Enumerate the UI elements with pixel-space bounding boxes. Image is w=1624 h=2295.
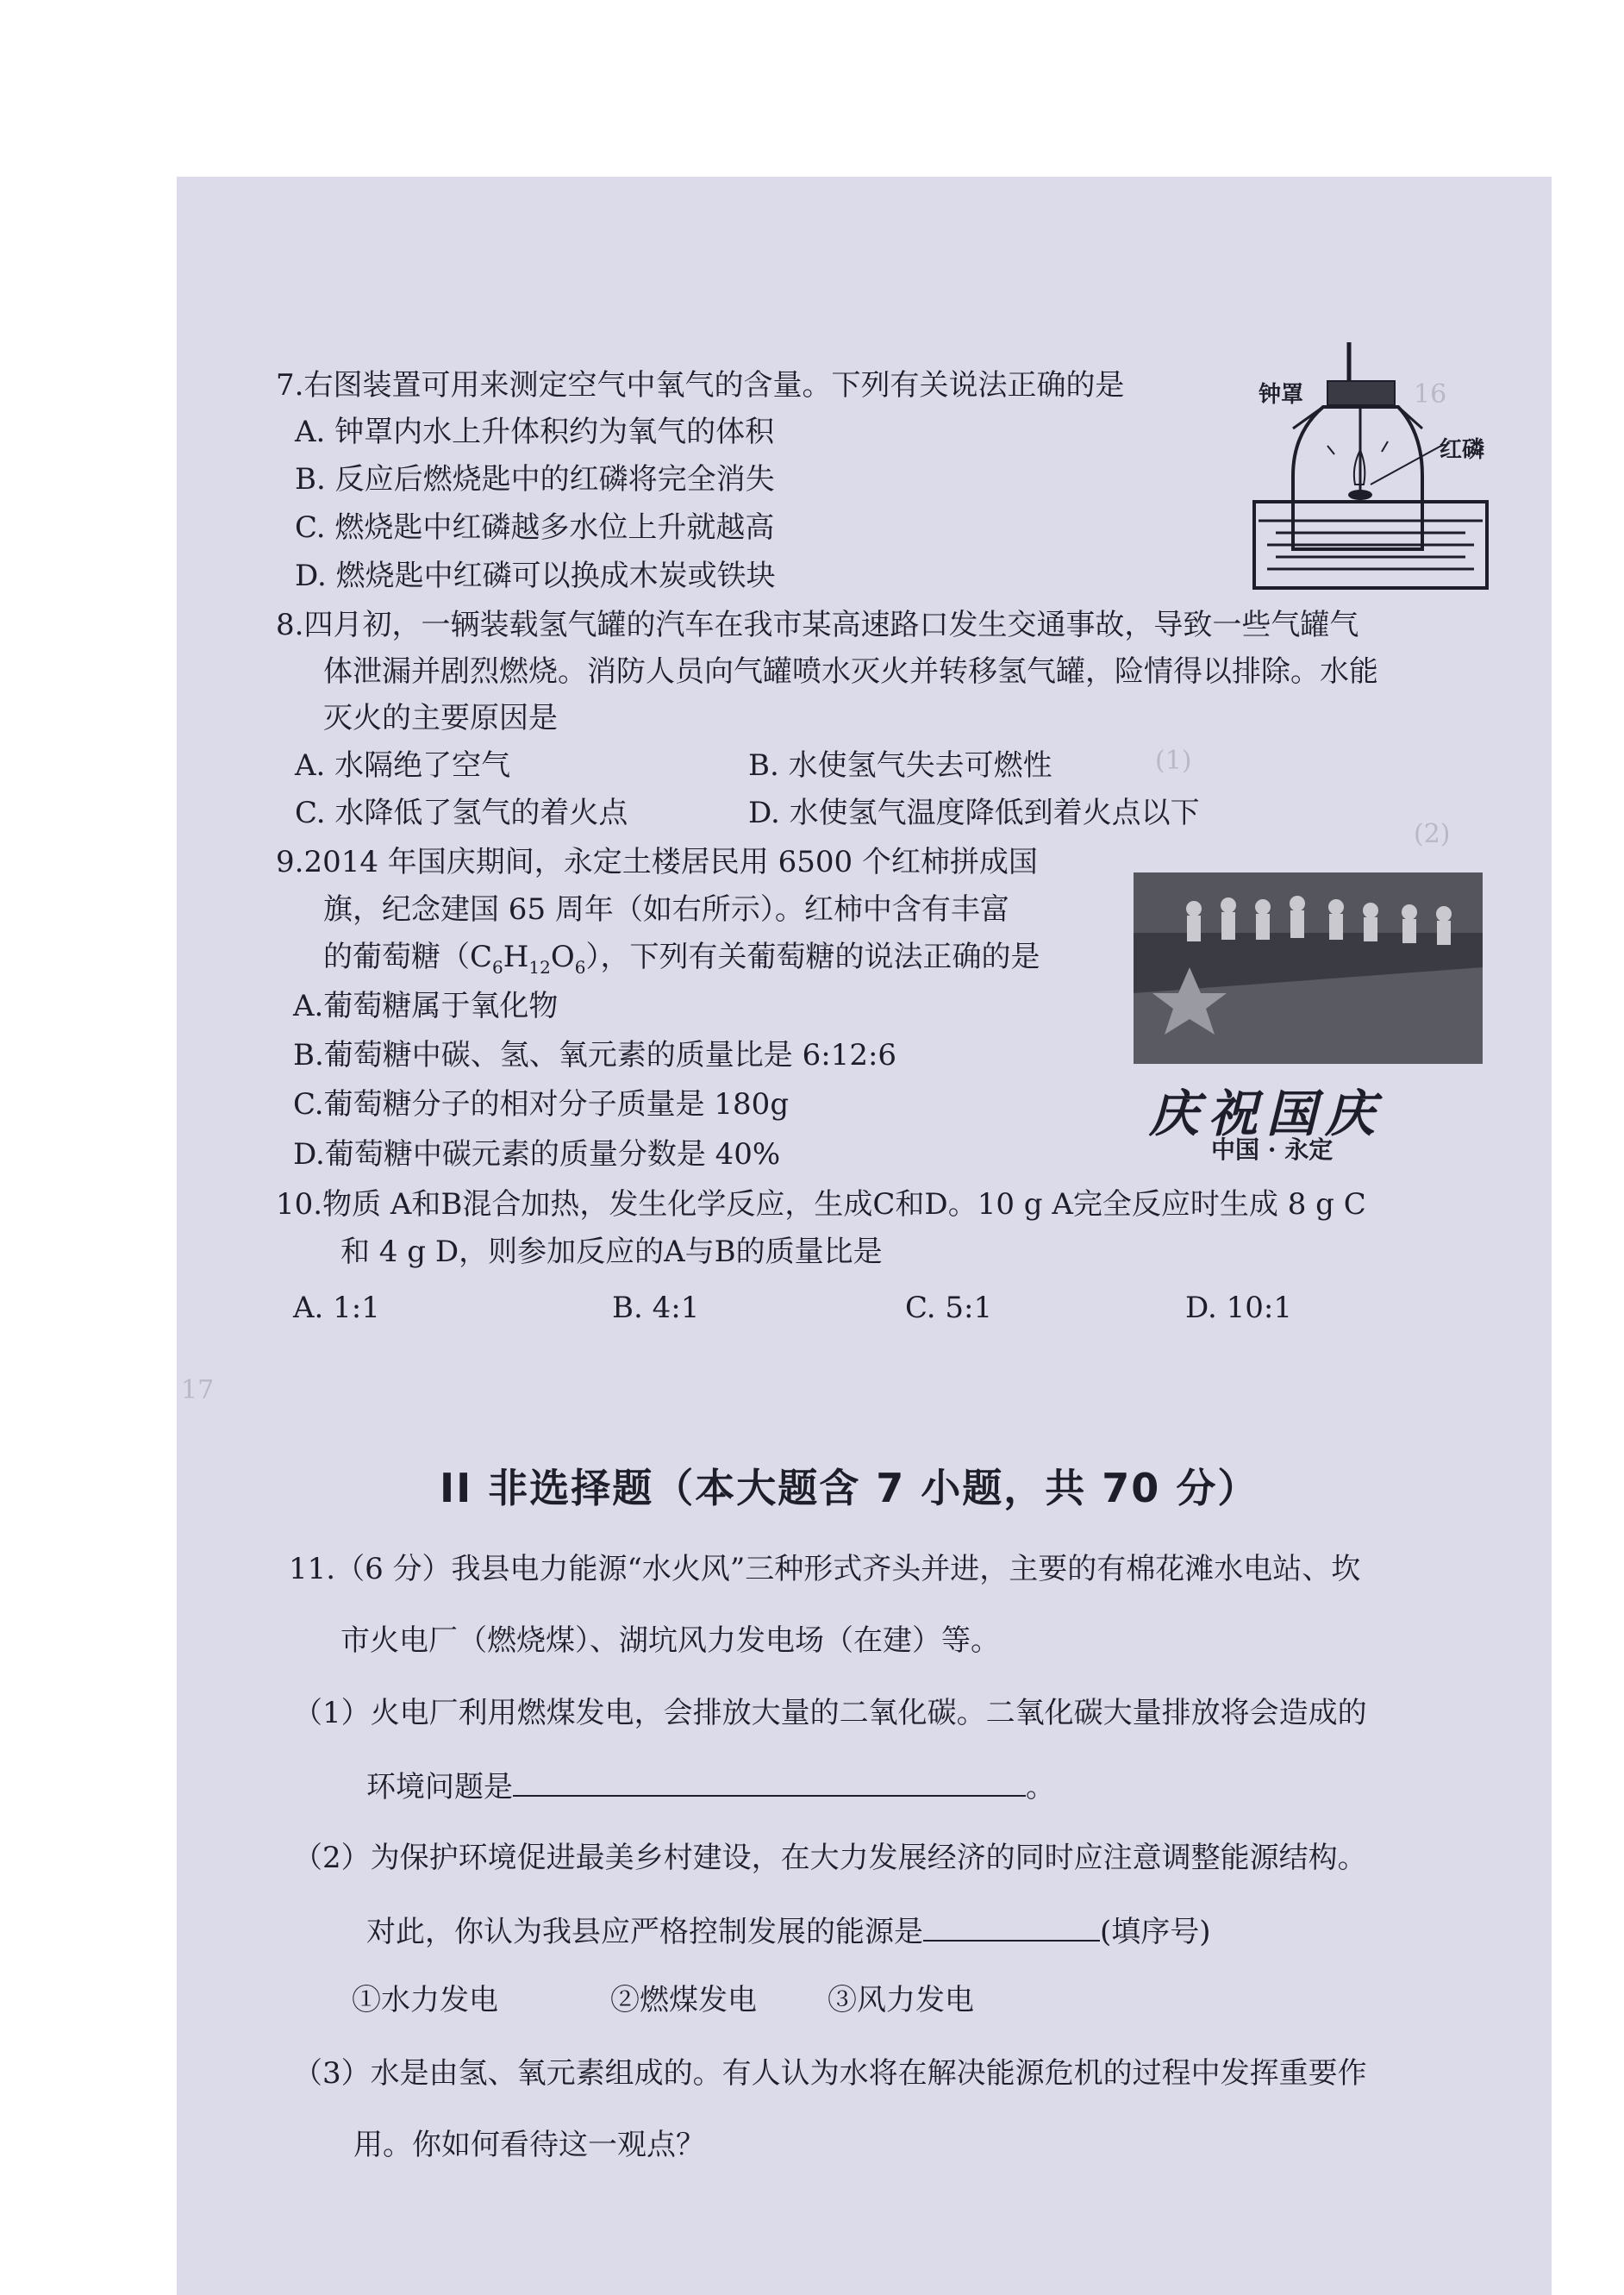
q9-stem-line3: 的葡萄糖$(C_6H_{12}O_6)$，下列有关葡萄糖的说法正确的是 <box>323 940 1040 978</box>
q10-option-a: A. 1:1 <box>293 1291 380 1325</box>
q11-part2-line1: （2）为保护环境促进最美乡村建设，在大力发展经济的同时应注意调整能源结构。 <box>293 1841 1367 1875</box>
q9-option-b: B.葡萄糖中碳、氢、氧元素的质量比是 6:12:6 <box>293 1038 897 1072</box>
q11-stem-line2: 市火电厂（燃烧煤）、湖坑风力发电场（在建）等。 <box>340 1623 1000 1658</box>
q9-option-a: A.葡萄糖属于氧化物 <box>293 989 559 1023</box>
answer-blank-2[interactable] <box>923 1912 1100 1942</box>
q10-option-c: C. 5:1 <box>905 1291 993 1325</box>
q8-stem-line1: 8.四月初，一辆装载氢气罐的汽车在我市某高速路口发生交通事故，导致一些气罐气 <box>276 608 1359 642</box>
q9-stem-line1: 9.2014 年国庆期间，永定土楼居民用 6500 个红柿拼成国 <box>276 845 1038 879</box>
bleed-through: (1) <box>1155 746 1192 776</box>
q8-option-d: D. 水使氢气温度降低到着火点以下 <box>748 796 1200 830</box>
q10-option-b: B. 4:1 <box>612 1291 700 1325</box>
q8-stem-line3: 灭火的主要原因是 <box>323 701 558 735</box>
q8-option-c: C. 水降低了氢气的着火点 <box>295 796 628 830</box>
bleed-through: 17 <box>181 1375 215 1405</box>
q8-stem-line2: 体泄漏并剧烈燃烧。消防人员向气罐喷水灭火并转移氢气罐，险情得以排除。水能 <box>323 654 1378 689</box>
q8-option-a: A. 水隔绝了空气 <box>295 748 511 783</box>
q7-option-d: D. 燃烧匙中红磷可以换成木炭或铁块 <box>295 559 776 593</box>
q10-option-d: D. 10:1 <box>1185 1291 1293 1325</box>
q9-stem-line2: 旗，纪念建国 65 周年（如右所示）。红柿中含有丰富 <box>323 892 1009 927</box>
q11-part2-option-2: ②燃煤发电 <box>610 1983 757 2017</box>
section-title: II 非选择题（本大题含 7 小题，共 70 分） <box>440 1465 1259 1511</box>
q7-option-a: A. 钟罩内水上升体积约为氧气的体积 <box>295 415 775 449</box>
persimmon-flag-photo <box>1134 872 1483 1064</box>
q7-stem: 7.右图装置可用来测定空气中氧气的含量。下列有关说法正确的是 <box>276 368 1125 403</box>
q11-stem-line1: 11.（6 分）我县电力能源“水火风”三种形式齐头并进，主要的有棉花滩水电站、坎 <box>289 1552 1361 1586</box>
q11-part1-line1: （1）火电厂利用燃煤发电，会排放大量的二氧化碳。二氧化碳大量排放将会造成的 <box>293 1696 1367 1730</box>
q9-option-c: C.葡萄糖分子的相对分子质量是 180g <box>293 1087 790 1122</box>
q11-part2-option-1: ①水力发电 <box>352 1983 498 2017</box>
q11-part3-line2: 用。你如何看待这一观点？ <box>353 2128 705 2162</box>
photo-subcaption: 中国 · 永定 <box>1211 1135 1334 1164</box>
q7-option-c: C. 燃烧匙中红磷越多水位上升就越高 <box>295 510 775 545</box>
q9-option-d: D.葡萄糖中碳元素的质量分数是 40% <box>293 1137 781 1172</box>
answer-blank-1[interactable] <box>513 1767 1026 1797</box>
bell-jar-label: 钟罩 <box>1259 382 1304 408</box>
bleed-through: (2) <box>1414 819 1451 849</box>
q7-option-b: B. 反应后燃烧匙中的红磷将完全消失 <box>295 462 775 497</box>
photo-caption: 庆祝国庆 <box>1149 1085 1384 1143</box>
q10-stem-line1: 10.物质 A和B混合加热，发生化学反应，生成C和D。10 g A完全反应时生成 8 g C <box>276 1187 1366 1222</box>
bell-jar-apparatus-diagram <box>1241 338 1500 597</box>
red-phosphorus-label: 红磷 <box>1440 437 1485 463</box>
bleed-through: 16 <box>1414 379 1447 410</box>
q8-option-b: B. 水使氢气失去可燃性 <box>748 748 1052 783</box>
q11-part2-line2: 对此，你认为我县应严格控制发展的能源是 (填序号) <box>366 1912 1211 1949</box>
q11-part2-option-3: ③风力发电 <box>828 1983 974 2017</box>
q10-stem-line2: 和 4 g D，则参加反应的A与B的质量比是 <box>340 1235 883 1269</box>
q11-part3-line1: （3）水是由氢、氧元素组成的。有人认为水将在解决能源危机的过程中发挥重要作 <box>293 2056 1367 2091</box>
q11-part1-line2: 环境问题是 。 <box>366 1767 1055 1804</box>
